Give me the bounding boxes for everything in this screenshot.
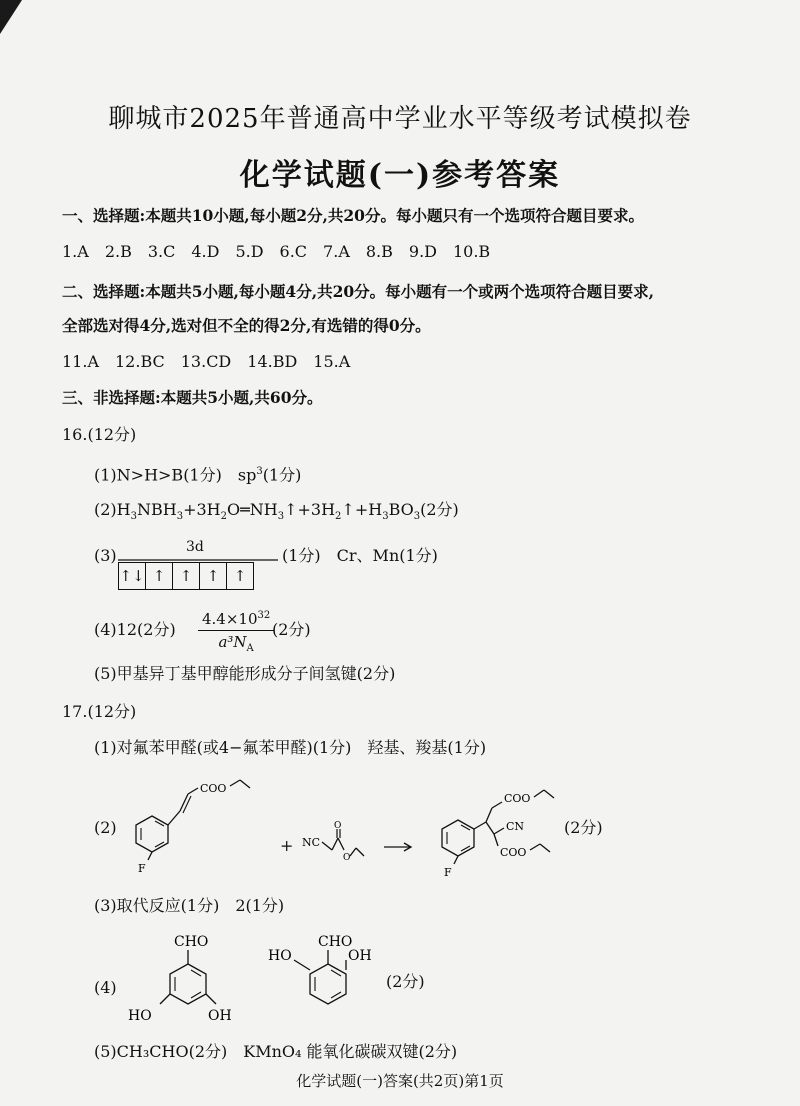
q17-part2-score: (2分) xyxy=(564,818,603,837)
q16-part3-prefix: (3) xyxy=(94,546,117,565)
orbital-cell: ↑ xyxy=(200,563,227,590)
q16-label: 16.(12分) xyxy=(62,425,137,444)
hydroxyl-right-label: OH xyxy=(208,1008,232,1024)
product-upper-ester-label: COO xyxy=(504,792,531,805)
aldehyde-label: CHO xyxy=(318,934,353,950)
q17-part2-prefix: (2) xyxy=(94,818,117,837)
page-title: 聊城市2025年普通高中学业水平等级考试模拟卷 xyxy=(108,104,692,134)
orbital-diagram xyxy=(118,562,254,590)
section2-heading-line2: 全部选对得4分,选对但不全的得2分,有选错的得0分。 xyxy=(62,316,431,335)
q17-part2-plus: + xyxy=(280,836,294,855)
hydroxyl-right-label: OH xyxy=(348,948,372,964)
section3-heading: 三、非选择题:本题共5小题,共60分。 xyxy=(62,388,323,407)
product-lower-ester-label: COO xyxy=(500,846,527,859)
orbital-label: 3d xyxy=(186,539,204,555)
hydroxyl-left-label: HO xyxy=(128,1008,152,1024)
page-footer: 化学试题(一)答案(共2页)第1页 xyxy=(296,1072,504,1090)
page-subtitle: 化学试题(一)参考答案 xyxy=(239,158,561,193)
isomer-dihydroxybenzaldehyde-structure xyxy=(122,930,242,1030)
orbital-bracket xyxy=(118,554,278,562)
isomer-ortho-dihydroxybenzaldehyde-structure xyxy=(266,930,386,1020)
product-nitrile-label: CN xyxy=(506,820,525,833)
carbonyl-oxygen-label: O xyxy=(334,821,342,831)
density-fraction: $\frac{4.4\times 10^{32}}{a^3N_A}$ xyxy=(198,610,274,654)
section2-answers: 11.A 12.BC 13.CD 14.BD 15.A xyxy=(62,352,351,371)
q17-part3: (3)取代反应(1分) 2(1分) xyxy=(94,896,285,915)
q16-part1: (1)N>H>B(1分) $sp^3(1$分) xyxy=(94,465,302,485)
q16-part4-prefix: (4)12(2分) xyxy=(94,620,176,639)
orbital-cell: ↑ xyxy=(173,563,200,590)
section2-heading-line1: 二、选择题:本题共5小题,每小题4分,共20分。每小题有一个或两个选项符合题目要求, xyxy=(62,282,655,301)
reaction-arrow-icon xyxy=(384,842,414,852)
section1-heading: 一、选择题:本题共10小题,每小题2分,共20分。每小题只有一个选项符合题目要求。 xyxy=(62,206,644,225)
aldehyde-label: CHO xyxy=(174,934,209,950)
page-corner-mark xyxy=(0,0,22,34)
nitrile-label: NC xyxy=(302,836,321,849)
orbital-cell: ↑ xyxy=(227,563,254,590)
ester-group-label: COO xyxy=(200,782,227,795)
q16-part2: $(2)H_3NBH_3+3H_2O═NH_3↑+3H_2↑+H_3BO_3(2$分) xyxy=(94,500,459,523)
reactant-fluorocinnamate-structure xyxy=(120,778,270,878)
reactant-cyanoacetate-structure xyxy=(300,820,370,865)
q17-part4-score: (2分) xyxy=(386,972,425,991)
ester-oxygen-label: O xyxy=(343,853,351,863)
orbital-cell: ↑↓ xyxy=(119,563,146,590)
q17-label: 17.(12分) xyxy=(62,702,137,721)
q17-part5: (5)CH₃CHO(2分) KMnO₄ 能氧化碳碳双键(2分) xyxy=(94,1042,458,1061)
orbital-cell: ↑ xyxy=(146,563,173,590)
q16-part4-tail: (2分) xyxy=(272,620,311,639)
q16-part3-tail: (1分) Cr、Mn(1分) xyxy=(282,546,438,565)
product-structure xyxy=(428,780,578,880)
product-fluorine-label: F xyxy=(444,866,452,879)
section1-answers: 1.A 2.B 3.C 4.D 5.D 6.C 7.A 8.B 9.D 10.B xyxy=(62,242,491,261)
q16-part5: (5)甲基异丁基甲醇能形成分子间氢键(2分) xyxy=(94,664,396,683)
q17-part4-prefix: (4) xyxy=(94,978,117,997)
hydroxyl-left-label: HO xyxy=(268,948,292,964)
fluorine-label: F xyxy=(138,862,146,875)
q17-part1: (1)对氟苯甲醛(或4−氟苯甲醛)(1分) 羟基、羧基(1分) xyxy=(94,738,487,757)
